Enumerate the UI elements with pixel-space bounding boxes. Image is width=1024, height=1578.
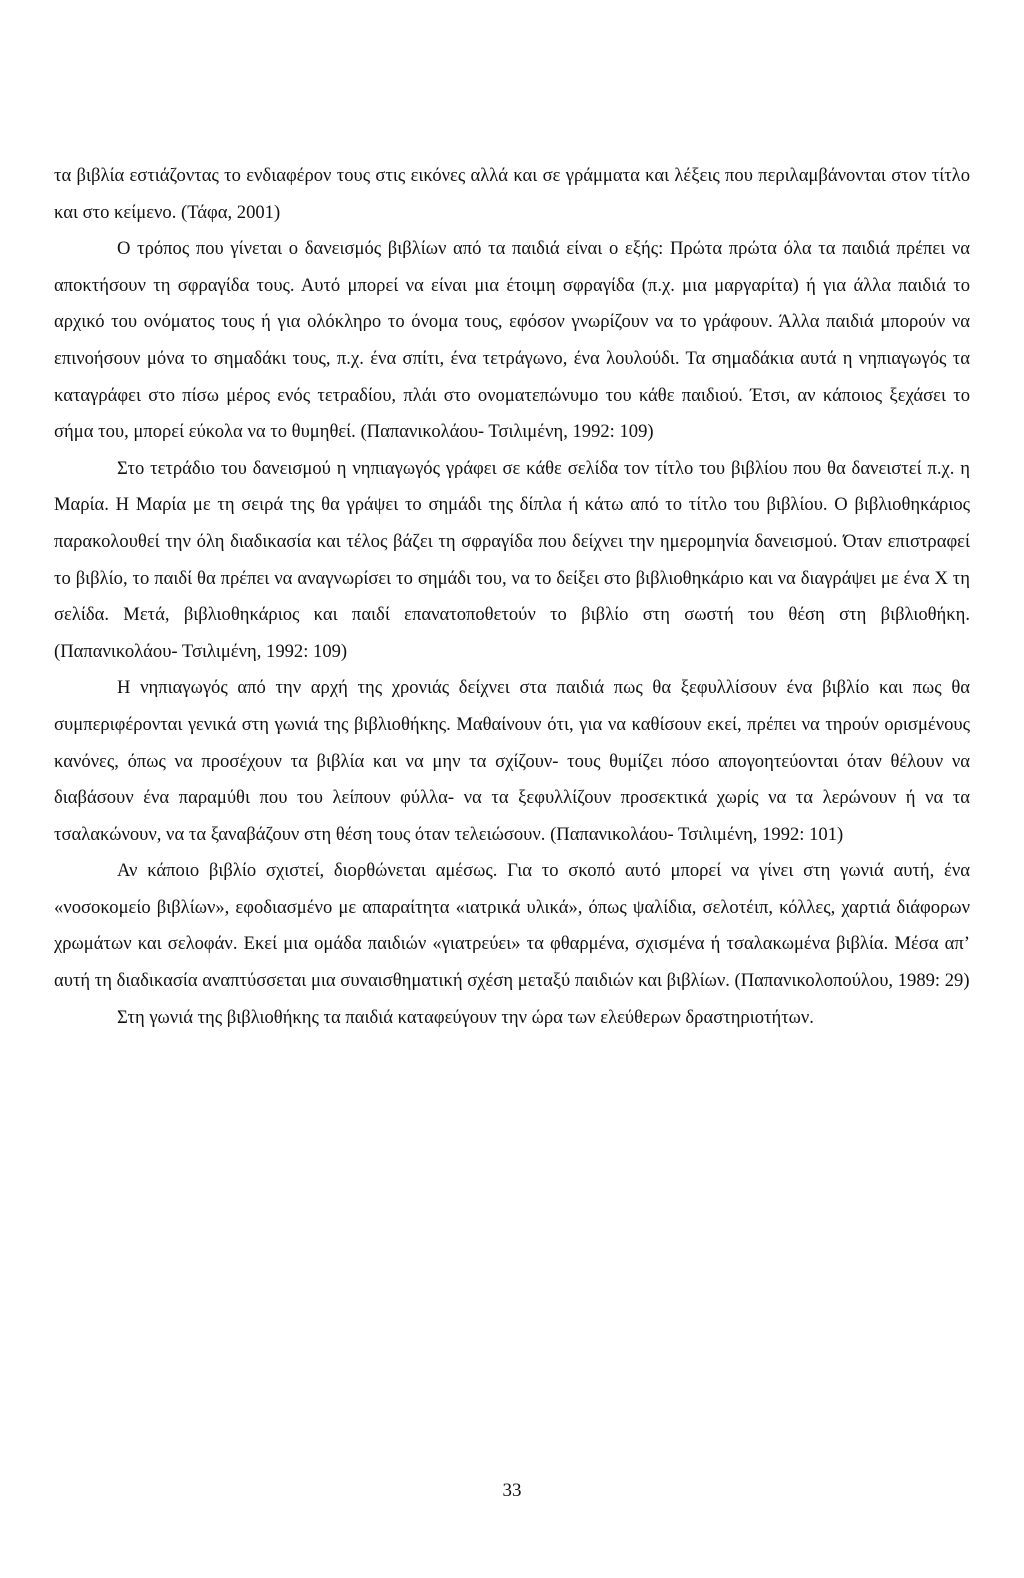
page-number: 33: [502, 1480, 522, 1501]
paragraph-book-hospital: Αν κάποιο βιβλίο σχιστεί, διορθώνεται αμέσως. Για το σκοπό αυτό μπορεί να γίνει στη γωνιά αυτή, ένα «νοσοκομείο βιβλίων», εφοδιασμένο με απαραίτητα «ιατρικά υλικά», όπως ψαλίδια, σελοτέιπ, κόλλες, χαρτιά διάφορων χρωμάτων και σελοφάν. Εκεί μια ομάδα παιδιών «γιατρεύει» τα φθαρμένα, σχισμένα ή τσαλακωμένα βιβλία. Μέσα απ’ αυτή τη διαδικασία αναπτύσσεται μια συναισθηματική σχέση μεταξύ παιδιών και βιβλίων. (Παπανικολοπούλου, 1989: 29): [54, 860, 970, 992]
paragraph-lending-notebook: Στο τετράδιο του δανεισμού η νηπιαγωγός γράφει σε κάθε σελίδα τον τίτλο του βιβλίου που θα δανειστεί π.χ. η Μαρία. Η Μαρία με τη σειρά της θα γράψει το σημάδι της δίπλα ή κάτω από το τίτλο του βιβλίου. Ο βιβλιοθηκάριος παρακολουθεί την όλη διαδικασία και τέλος βάζει τη σφραγίδα που δείχνει την ημερομηνία δανεισμού. Όταν επιστραφεί το βιβλίο, το παιδί θα πρέπει να αναγνωρίσει το σημάδι του, να το δείξει στο βιβλιοθηκάριο και να διαγράψει με ένα Χ τη σελίδα. Μετά, βιβλιοθηκάριος και παιδί επανατοποθετούν το βιβλίο στη σωστή του θέση στη βιβλιοθήκη. (Παπανικολάου- Τσιλιμένη, 1992: 109): [54, 457, 970, 662]
paragraph-lending-procedure: Ο τρόπος που γίνεται ο δανεισμός βιβλίων από τα παιδιά είναι ο εξής: Πρώτα πρώτα όλα τα παιδιά πρέπει να αποκτήσουν τη σφραγίδα τους. Αυτό μπορεί να είναι μια έτοιμη σφραγίδα (π.χ. μια μαργαρίτα) ή για άλλα παιδιά το αρχικό του ονόματος τους ή για ολόκληρο το όνομα τους, εφόσον γνωρίζουν να το γράφουν. Άλλα παιδιά μπορούν να επινοήσουν μόνα το σημαδάκι τους, π.χ. ένα σπίτι, ένα τετράγωνο, ένα λουλούδι. Τα σημαδάκια αυτά η νηπιαγωγός τα καταγράφει στο πίσω μέρος ενός τετραδίου, πλάι στο ονοματεπώνυμο του κάθε παιδιού. Έτσι, αν κάποιος ξεχάσει το σήμα του, μπορεί εύκολα να το θυμηθεί. (Παπανικολάου- Τσιλιμένη, 1992: 109): [54, 238, 970, 443]
paragraph-free-activities: Στη γωνιά της βιβλιοθήκης τα παιδιά καταφεύγουν την ώρα των ελεύθερων δραστηριοτήτων.: [117, 1006, 814, 1028]
paragraph-continuation: τα βιβλία εστιάζοντας το ενδιαφέρον τους στις εικόνες αλλά και σε γράμματα και λέξεις που περιλαμβάνονται στον τίτλο και στο κείμενο. (Τάφα, 2001): [54, 165, 970, 223]
paragraph-library-rules: Η νηπιαγωγός από την αρχή της χρονιάς δείχνει στα παιδιά πως θα ξεφυλλίσουν ένα βιβλίο και πως θα συμπεριφέρονται γενικά στη γωνιά της βιβλιοθήκης. Μαθαίνουν ότι, για να καθίσουν εκεί, πρέπει να τηρούν ορισμένους κανόνες, όπως να προσέχουν τα βιβλία και να μην τα σχίζουν- τους θυμίζει πόσο απογοητεύονται όταν θέλουν να διαβάσουν ένα παραμύθι που του λείπουν φύλλα- να τα ξεφυλλίζουν προσεκτικά χωρίς να τα λερώνουν ή να τα τσαλακώνουν, να τα ξαναβάζουν στη θέση τους όταν τελειώσουν. (Παπανικολάου- Τσιλιμένη, 1992: 101): [54, 677, 970, 845]
body-text: [54, 158, 970, 1036]
